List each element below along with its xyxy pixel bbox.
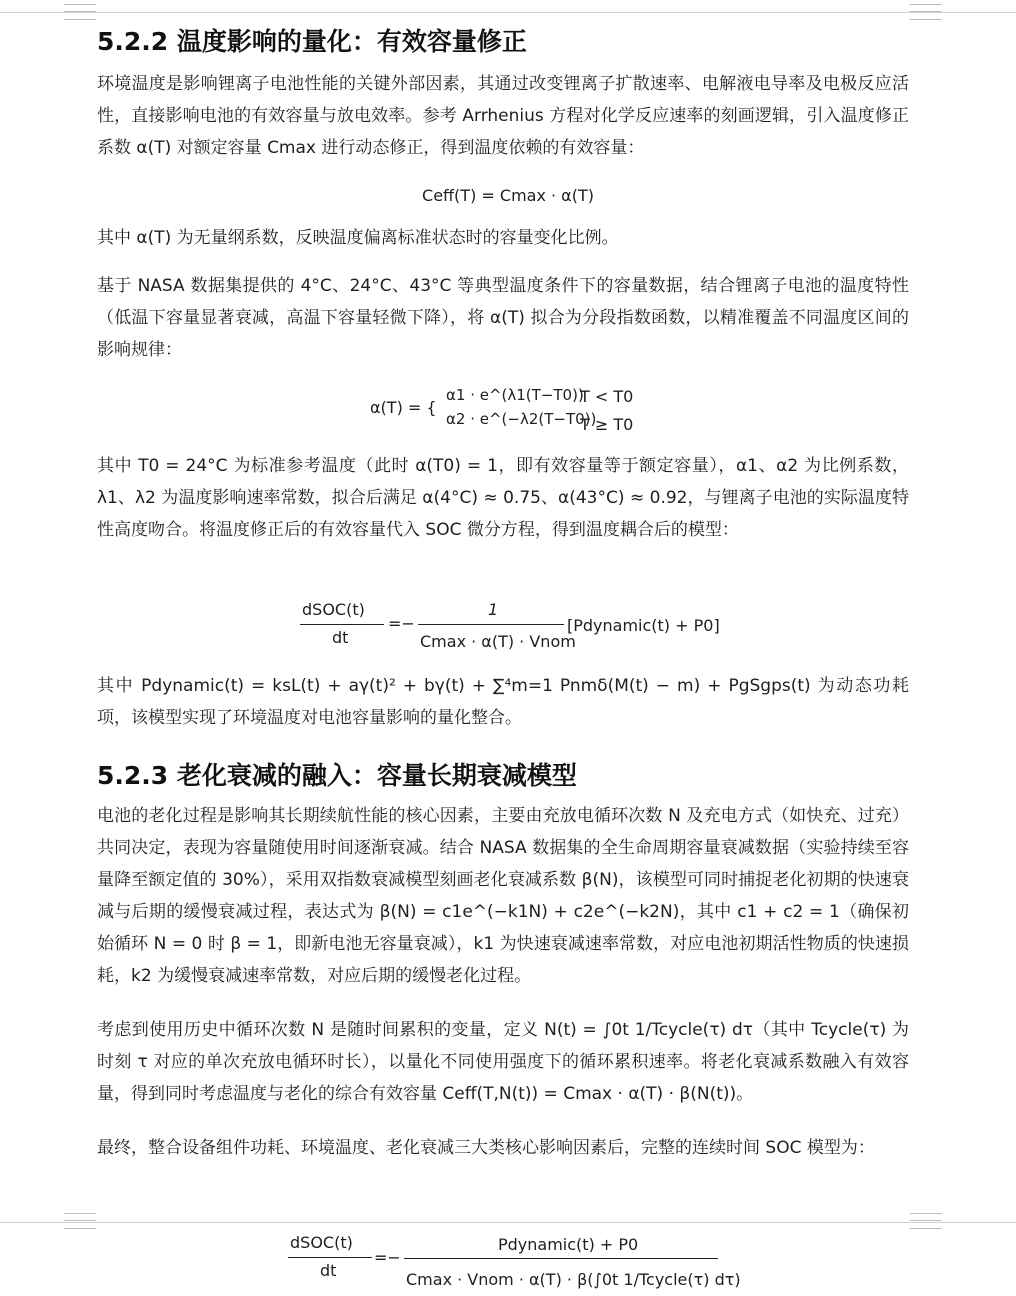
soc1-numerator: dSOC(t) <box>302 600 365 619</box>
paragraph-final-model-intro: 最终，整合设备组件功耗、环境温度、老化衰减三大类核心影响因素后，完整的连续时间 SOC 模型为： <box>97 1138 875 1158</box>
alpha-case-high: α2 · e^(−λ2(T−T0)) <box>446 410 597 428</box>
paragraph-alpha-definition: 其中 α(T) 为无量纲系数，反映温度偏离标准状态时的容量变化比例。 <box>97 228 619 248</box>
crop-mark-top-right <box>910 4 942 20</box>
soc1-frac-numerator: 1 <box>488 600 499 619</box>
paragraph-nasa-temperature: 基于 NASA 数据集提供的 4°C、24°C、43°C 等典型温度条件下的容量数据，结合锂离子电池的温度特性（低温下容量显著衰减，高温下容量轻微下降），将 α(T) 拟合为分段指数函数，以精准覆盖不同温度区间的影响规律： <box>97 276 909 360</box>
soc2-frac-numerator: Pdynamic(t) + P0 <box>498 1235 639 1254</box>
paragraph-parameters: 其中 T0 = 24°C 为标准参考温度（此时 α(T0) = 1，即有效容量等于额定容量），α1、α2 为比例系数，λ1、λ2 为温度影响速率常数，拟合后满足 α(4°C) ≈ 0.75、α(43°C) ≈ 0.92，与锂离子电池的实际温度特性高度吻合。将温度修正后的有效容量代入 SOC 微分方程，得到温度耦合后的模型： <box>97 456 909 540</box>
paragraph-aging-model: 电池的老化过程是影响其长期续航性能的核心因素，主要由充放电循环次数 N 及充电方式（如快充、过充）共同决定，表现为容量随使用时间逐渐衰减。结合 NASA 数据集的全生命周期容量衰减数据（实验持续至容量降至额定值的 30%），采用双指数衰减模型刻画老化衰减系数 β(N)，该模型可同时捕捉老化初期的快速衰减与后期的缓慢衰减过程，表达式为 β(N) = c1e^(−k1N) + c2e^(−k2N)，其中 c1 + c2 = 1（确保初始循环 N = 0 时 β = 1，即新电池无容量衰减），k1 为快速衰减速率常数，对应电池初期活性物质的快速损耗，k2 为缓慢衰减速率常数，对应后期的缓慢老化过程。 <box>97 806 909 986</box>
paragraph-temperature-intro: 环境温度是影响锂离子电池性能的关键外部因素，其通过改变锂离子扩散速率、电解液电导率及电极反应活性，直接影响电池的有效容量与放电效率。参考 Arrhenius 方程对化学反应速率的刻画逻辑，引入温度修正系数 α(T) 对额定容量 Cmax 进行动态修正，得到温度依赖的有效容量： <box>97 74 909 158</box>
crop-mark-bottom-left <box>64 1213 96 1229</box>
soc1-tail: [Pdynamic(t) + P0] <box>567 616 720 635</box>
soc2-denominator: dt <box>320 1261 337 1280</box>
crop-mark-bottom-right <box>910 1213 942 1229</box>
soc2-numerator: dSOC(t) <box>290 1233 353 1252</box>
soc2-inner-fraction-bar <box>404 1258 718 1259</box>
paragraph-cycle-accumulation: 考虑到使用历史中循环次数 N 是随时间累积的变量，定义 N(t) = ∫0t 1/Tcycle(τ) dτ（其中 Tcycle(τ) 为时刻 τ 对应的单次充放电循环时长），以量化不同使用强度下的循环累积速率。将老化衰减系数融入有效容量，得到同时考虑温度与老化的综合有效容量 Ceff(T,N(t)) = Cmax · α(T) · β(N(t))。 <box>97 1020 909 1104</box>
alpha-condition-low: T < T0 <box>580 387 634 406</box>
soc1-frac-denominator: Cmax · α(T) · Vnom <box>420 632 576 651</box>
formula-effective-capacity: Ceff(T) = Cmax · α(T) <box>422 186 594 205</box>
alpha-lhs: α(T) = { <box>370 398 437 417</box>
section-title-5-2-3: 5.2.3 老化衰减的融入：容量长期衰减模型 <box>97 761 577 790</box>
section-title-5-2-2: 5.2.2 温度影响的量化：有效容量修正 <box>97 27 527 56</box>
alpha-condition-high: T ≥ T0 <box>580 415 634 434</box>
soc2-frac-denominator: Cmax · Vnom · α(T) · β(∫0t 1/Tcycle(τ) dτ) <box>406 1270 741 1289</box>
soc1-inner-fraction-bar <box>418 624 564 625</box>
soc2-fraction-bar <box>288 1257 372 1258</box>
soc1-denominator: dt <box>332 628 349 647</box>
paragraph-dynamic-power: 其中 Pdynamic(t) = ksL(t) + aγ(t)² + bγ(t) + ∑⁴m=1 Pnmδ(M(t) − m) + PgSgps(t) 为动态功耗项，该模型实现了环境温度对电池容量影响的量化整合。 <box>97 676 909 728</box>
soc1-fraction-bar <box>300 624 384 625</box>
page-top-edge <box>0 12 1016 13</box>
soc2-equals-minus: =− <box>374 1248 401 1267</box>
crop-mark-top-left <box>64 4 96 20</box>
alpha-case-low: α1 · e^(λ1(T−T0)) <box>446 386 584 404</box>
soc1-equals-minus: =− <box>388 614 415 633</box>
page-break-line <box>0 1222 1016 1223</box>
